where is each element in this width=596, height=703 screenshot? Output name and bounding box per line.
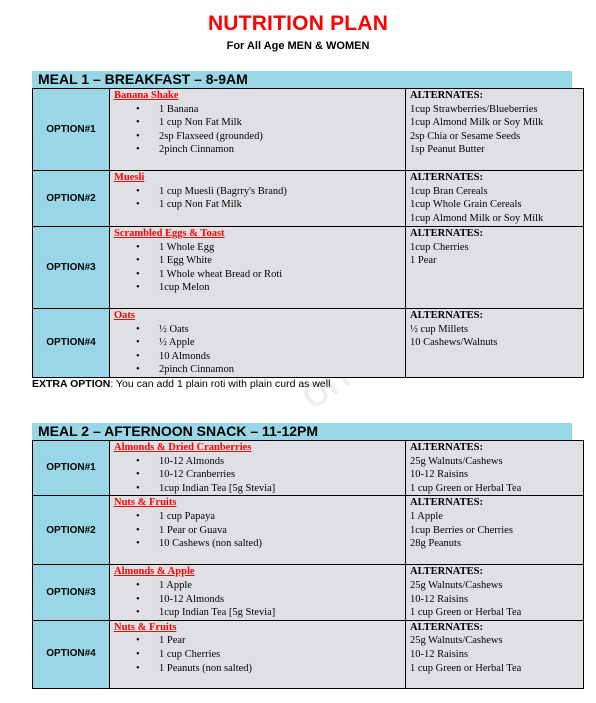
alternate-item: 25g Walnuts/Cashews [410,635,503,647]
option-name: Banana Shake [114,90,179,101]
alternates-heading: ALTERNATES: [410,442,483,453]
alternate-item: 1sp Peanut Butter [410,144,485,156]
item-list [114,323,405,377]
extra-option-note [32,378,330,390]
alternate-item: 10 Cashews/Walnuts [410,337,498,349]
option-name: Nuts & Fruits [114,497,177,509]
option-details [110,309,406,378]
option-details [110,620,406,688]
alternate-item: 1cup Almond Milk or Soy Milk [410,212,544,224]
option-name: Muesli [114,172,145,183]
item-list [114,241,405,295]
page-subtitle: For All Age MEN & WOMEN [226,40,370,52]
option-name: Almonds & Dried Cranberries [114,442,252,453]
extra-option-label: EXTRA OPTION [32,378,111,390]
option-label: OPTION#2 [33,171,110,227]
alternate-item: 1 cup Green or Herbal Tea [410,482,522,494]
alternate-item: 1cup Whole Grain Cereals [410,199,522,211]
alternates-cell [406,89,584,171]
list-item: • 1 cup Non Fat Milk [114,198,405,212]
option-name: Almonds & Apple [114,566,195,578]
list-item: • 1 Peanuts (non salted) [114,662,405,676]
list-item: • 1 Banana [114,103,405,117]
alternates-heading: ALTERNATES: [410,172,483,183]
list-item: • 1 cup Papaya [114,510,405,524]
alternate-item: 1cup Berries or Cherries [410,524,513,536]
alternate-item: 1 Pear [410,255,437,267]
item-list [114,103,405,157]
list-item: • 1cup Melon [114,281,405,295]
extra-option-text: : You can add 1 plain roti with plain curd as well [110,378,331,390]
item-list [114,579,405,620]
item-list [114,455,405,496]
alternate-item: 10-12 Raisins [410,469,469,481]
alternates-heading: ALTERNATES: [410,621,483,633]
meal1-option-row [33,89,584,171]
item-list [114,510,405,551]
list-item: • 1cup Indian Tea [5g Stevia] [114,606,405,620]
alternate-item: 10-12 Raisins [410,648,469,660]
alternate-item: 25g Walnuts/Cashews [410,455,503,467]
option-details [110,227,406,309]
alternates-cell [406,620,584,688]
list-item: • 2pinch Cinnamon [114,363,405,377]
option-details [110,565,406,620]
option-label: OPTION#3 [33,565,110,620]
meal1-option-row [33,227,584,309]
alternates-heading: ALTERNATES: [410,497,483,509]
meal1-header: MEAL 1 – BREAKFAST – 8-9AM [32,71,572,88]
option-details [110,496,406,565]
alternates-cell [406,565,584,620]
alternates-cell [406,227,584,309]
list-item: • 1 Apple [114,579,405,593]
list-item: • 1 cup Cherries [114,648,405,662]
alternate-item: 1cup Cherries [410,241,469,253]
list-item: • 1 Pear [114,634,405,648]
meal2-option-row [33,496,584,565]
option-label: OPTION#2 [33,496,110,565]
alternate-item: 25g Walnuts/Cashews [410,579,503,591]
alternates-heading: ALTERNATES: [410,310,483,321]
alternate-item: 1cup Strawberries/Blueberries [410,103,538,115]
option-label: OPTION#4 [33,309,110,378]
meal2-table [32,440,584,689]
list-item: • 1cup Indian Tea [5g Stevia] [114,482,405,496]
alternate-item: 28g Peanuts [410,538,462,550]
list-item: • 10 Almonds [114,350,405,364]
alternate-item: 1 cup Green or Herbal Tea [410,607,522,619]
option-label: OPTION#4 [33,620,110,688]
list-item: • 1 Egg White [114,254,405,268]
option-name: Oats [114,310,135,321]
list-item: • 10-12 Almonds [114,593,405,607]
alternates-cell [406,496,584,565]
alternates-heading: ALTERNATES: [410,566,483,578]
list-item: • 2sp Flaxseed (grounded) [114,130,405,144]
option-details [110,441,406,496]
option-label: OPTION#1 [33,441,110,496]
option-details [110,89,406,171]
page-title: NUTRITION PLAN [207,12,389,35]
list-item: • 10 Cashews (non salted) [114,537,405,551]
list-item: • 1 cup Non Fat Milk [114,116,405,130]
list-item: • 10-12 Almonds [114,455,405,469]
alternate-item: ½ cup Millets [410,323,469,335]
alternate-item: 1 Apple [410,510,443,522]
list-item: • 1 Whole Egg [114,241,405,255]
alternate-item: 10-12 Raisins [410,593,469,605]
meal2-option-row [33,565,584,620]
alternate-item: 1cup Almond Milk or Soy Milk [410,117,544,129]
alternates-cell [406,441,584,496]
alternates-heading: ALTERNATES: [410,90,483,101]
option-details [110,171,406,227]
meal1-option-row [33,171,584,227]
option-label: OPTION#3 [33,227,110,309]
list-item: • 1 Pear or Guava [114,524,405,538]
watermark: on [290,350,359,419]
item-list [114,185,405,212]
alternate-item: 2sp Chia or Sesame Seeds [410,130,521,142]
alternates-cell [406,309,584,378]
option-label: OPTION#1 [33,89,110,171]
list-item: • ½ Apple [114,336,405,350]
meal1-table [32,88,584,378]
alternate-item: 1cup Bran Cereals [410,185,488,197]
meal2-option-row [33,620,584,688]
option-name: Scrambled Eggs & Toast [114,228,225,239]
meal2-option-row [33,441,584,496]
list-item: • 2pinch Cinnamon [114,143,405,157]
meal2-header: MEAL 2 – AFTERNOON SNACK – 11-12PM [32,423,572,440]
list-item: • ½ Oats [114,323,405,337]
meal1-option-row [33,309,584,378]
alternates-cell [406,171,584,227]
alternate-item: 1 cup Green or Herbal Tea [410,662,522,674]
option-name: Nuts & Fruits [114,621,177,633]
list-item: • 1 cup Muesli (Bagrry's Brand) [114,185,405,199]
list-item: • 10-12 Cranberries [114,468,405,482]
alternates-heading: ALTERNATES: [410,228,483,239]
list-item: • 1 Whole wheat Bread or Roti [114,268,405,282]
item-list [114,634,405,675]
